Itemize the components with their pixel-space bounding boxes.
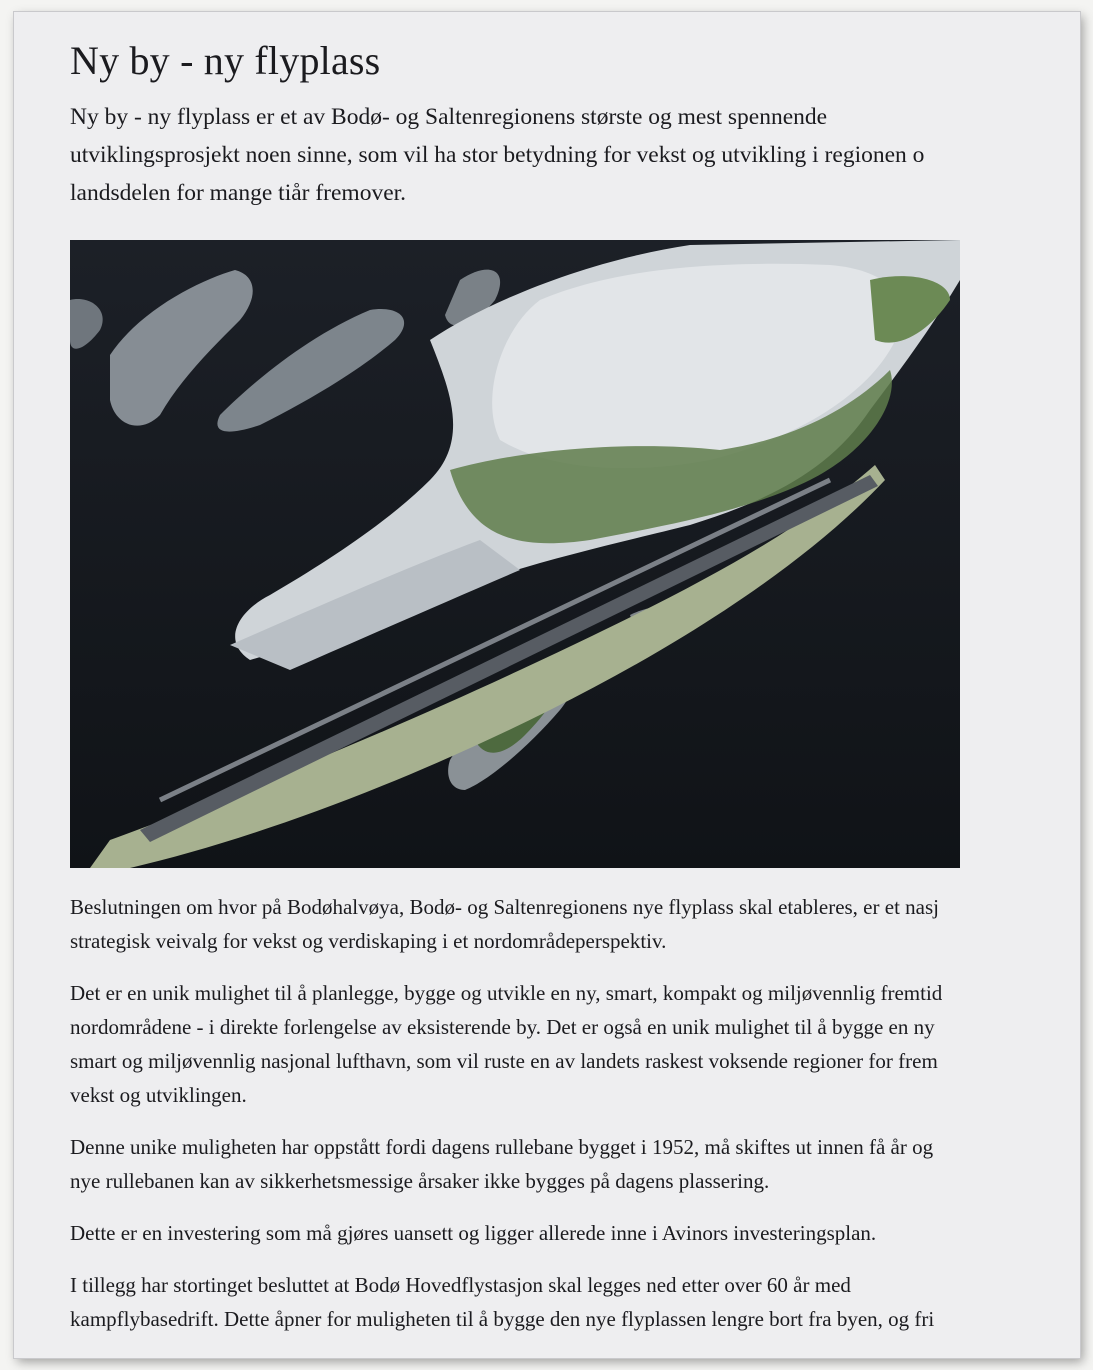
paragraph-line: vekst og utviklingen. (70, 1083, 247, 1107)
paragraph-line: I tillegg har stortinget besluttet at Bodø Hovedflystasjon skal legges ned etter over 60 år med (70, 1273, 851, 1297)
paragraph-line: nye rullebanen kan av sikkerhetsmessige årsaker ikke bygges på dagens plassering. (70, 1169, 770, 1193)
paragraph-line: kampflybasedrift. Dette åpner for muligheten til å bygge den nye flyplassen lengre bort fra byen, og fri (70, 1307, 935, 1331)
aerial-image (70, 240, 960, 868)
lead-line: landsdelen for mange tiår fremover. (70, 180, 407, 206)
paragraph-line: smart og miljøvennlig nasjonal lufthavn, som vil ruste en av landets raskest voksende regioner for frem (70, 1049, 938, 1073)
paragraph (70, 1268, 942, 1336)
paragraph (70, 1130, 942, 1198)
document-page (14, 12, 1080, 1358)
lead-line: utviklingsprosjekt noen sinne, som vil ha stor betydning for vekst og utvikling i regionen o (70, 142, 925, 168)
aerial-city-airport-illustration (70, 240, 960, 868)
paragraph (70, 890, 942, 958)
paragraph-line: Beslutningen om hvor på Bodøhalvøya, Bodø- og Saltenregionens nye flyplass skal etableres, er et nasj (70, 895, 939, 919)
paragraph (70, 976, 942, 1112)
page-title: Ny by - ny flyplass (70, 38, 381, 83)
article (70, 12, 1080, 1331)
paragraph-line: Denne unike muligheten har oppstått fordi dagens rullebane bygget i 1952, må skiftes ut innen få år og (70, 1135, 934, 1159)
lead-paragraph (70, 98, 1080, 212)
lead-line: Ny by - ny flyplass er et av Bodø- og Saltenregionens største og mest spennende (70, 104, 828, 130)
paragraph-line: strategisk veivalg for vekst og verdiskaping i et nordområdeperspektiv. (70, 929, 667, 953)
paragraph-line: Dette er en investering som må gjøres uansett og ligger allerede inne i Avinors investeringsplan. (70, 1221, 877, 1245)
article-body (70, 890, 942, 1354)
paragraph-line: nordområdene - i direkte forlengelse av eksisterende by. Det er også en unik mulighet til å bygge en ny (70, 1015, 935, 1039)
paragraph-line: Det er en unik mulighet til å planlegge, bygge og utvikle en ny, smart, kompakt og miljøvennlig fremtid (70, 981, 943, 1005)
paragraph (70, 1216, 942, 1250)
